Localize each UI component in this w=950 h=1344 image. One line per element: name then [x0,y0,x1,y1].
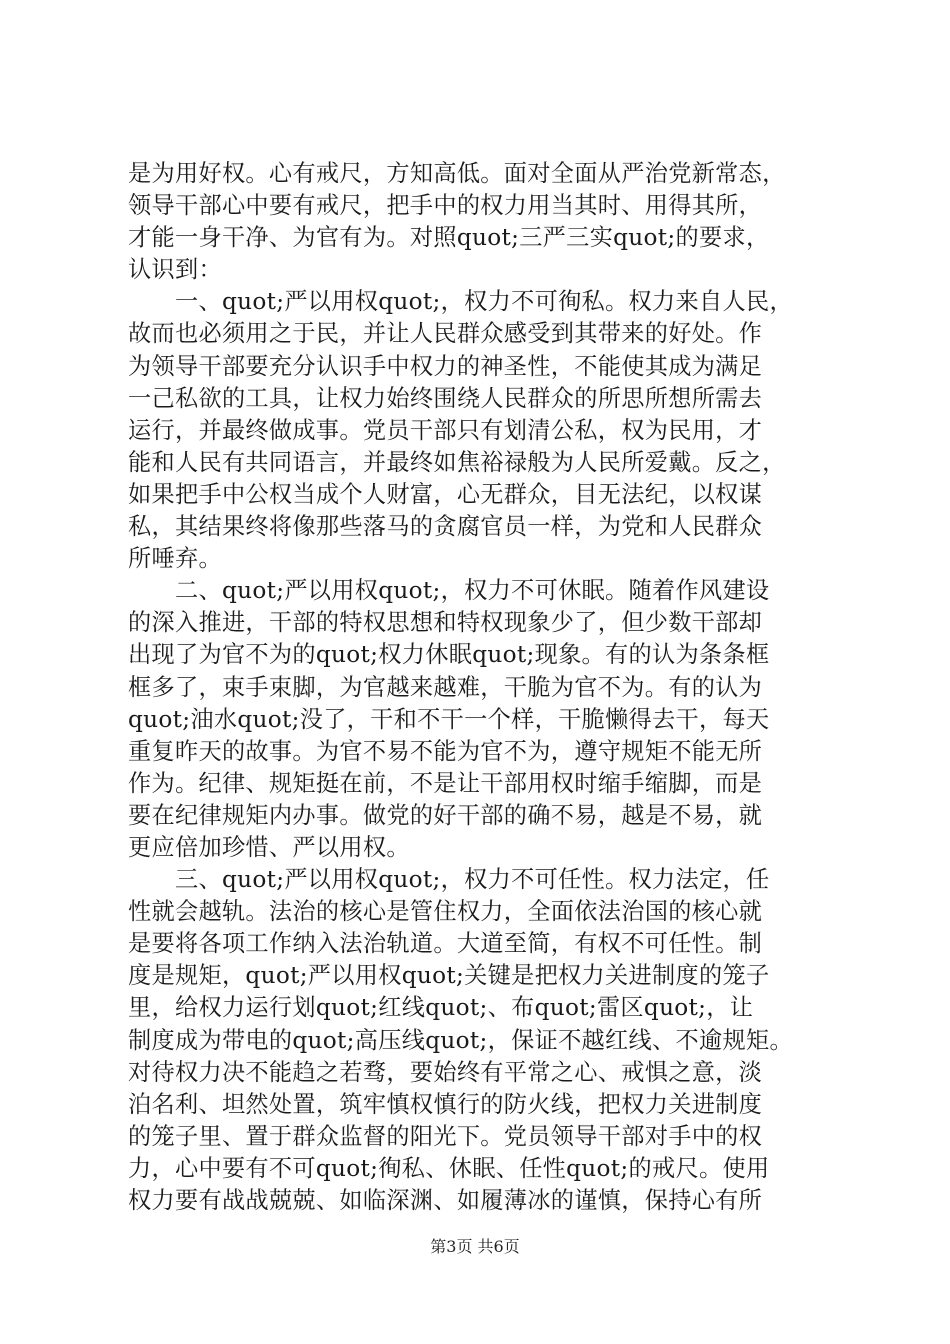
text-line: 力，心中要有不可quot;徇私、休眠、任性quot;的戒尺。使用 [128,1154,770,1182]
text-line: 的笼子里、置于群众监督的阳光下。党员领导干部对手中的权 [128,1122,763,1150]
text-line: 才能一身干净、为官有为。对照quot;三严三实quot;的要求， [128,224,770,252]
document-body [128,158,843,1217]
text-line: 运行，并最终做成事。党员干部只有划清公私，权为民用，才 [128,416,763,444]
text-line: 能和人民有共同语言，并最终如焦裕禄般为人民所爱戴。反之， [128,448,786,476]
text-line: 框多了，束手束脚，为官越来越难，干脆为官不为。有的认为 [128,673,763,701]
text-line: 二、quot;严以用权quot;，权力不可休眠。随着作风建设 [128,577,770,605]
text-line: 是要将各项工作纳入法治轨道。大道至简，有权不可任性。制 [128,930,763,958]
text-line: 要在纪律规矩内办事。做党的好干部的确不易，越是不易，就 [128,801,763,829]
text-line: 为领导干部要充分认识手中权力的神圣性，不能使其成为满足 [128,352,763,380]
text-line: 如果把手中公权当成个人财富，心无群众，目无法纪，以权谋 [128,480,763,508]
text-line: 出现了为官不为的quot;权力休眠quot;现象。有的认为条条框 [128,641,770,669]
text-line: 对待权力决不能趋之若骛，要始终有平常之心、戒惧之意，淡 [128,1058,763,1086]
page-number-footer: 第3页 共6页 [430,1237,520,1256]
text-line: 是为用好权。心有戒尺，方知高低。面对全面从严治党新常态， [128,160,786,187]
text-line: 所唾弃。 [128,545,222,573]
text-line: 故而也必须用之于民，并让人民群众感受到其带来的好处。作 [128,320,763,348]
text-line: 私，其结果终将像那些落马的贪腐官员一样，为党和人民群众 [128,513,763,541]
text-line: 度是规矩，quot;严以用权quot;关键是把权力关进制度的笼子 [128,962,770,990]
text-line: 一、quot;严以用权quot;，权力不可徇私。权力来自人民， [128,288,793,316]
text-line: 重复昨天的故事。为官不易不能为官不为，遵守规矩不能无所 [128,737,763,765]
text-line: 领导干部心中要有戒尺，把手中的权力用当其时、用得其所， [128,192,763,220]
text-line: 作为。纪律、规矩挺在前，不是让干部用权时缩手缩脚，而是 [128,769,763,797]
text-line: 性就会越轨。法治的核心是管住权力，全面依法治国的核心就 [128,898,763,926]
text-line: 权力要有战战兢兢、如临深渊、如履薄冰的谨慎，保持心有所 [128,1187,763,1214]
text-line: 更应倍加珍惜、严以用权。 [128,833,410,861]
text-line: 的深入推进，干部的特权思想和特权现象少了，但少数干部却 [128,609,763,637]
text-line: 一己私欲的工具，让权力始终围绕人民群众的所思所想所需去 [128,384,763,412]
text-line: 里，给权力运行划quot;红线quot;、布quot;雷区quot;，让 [128,994,754,1022]
text-line: 制度成为带电的quot;高压线quot;，保证不越红线、不逾规矩。 [128,1026,793,1054]
text-line: quot;油水quot;没了，干和不干一个样，干脆懒得去干，每天 [128,705,770,733]
text-line: 三、quot;严以用权quot;，权力不可任性。权力法定，任 [128,866,770,894]
text-line: 认识到： [128,256,222,284]
text-line: 泊名利、坦然处置，筑牢慎权慎行的防火线，把权力关进制度 [128,1090,763,1118]
